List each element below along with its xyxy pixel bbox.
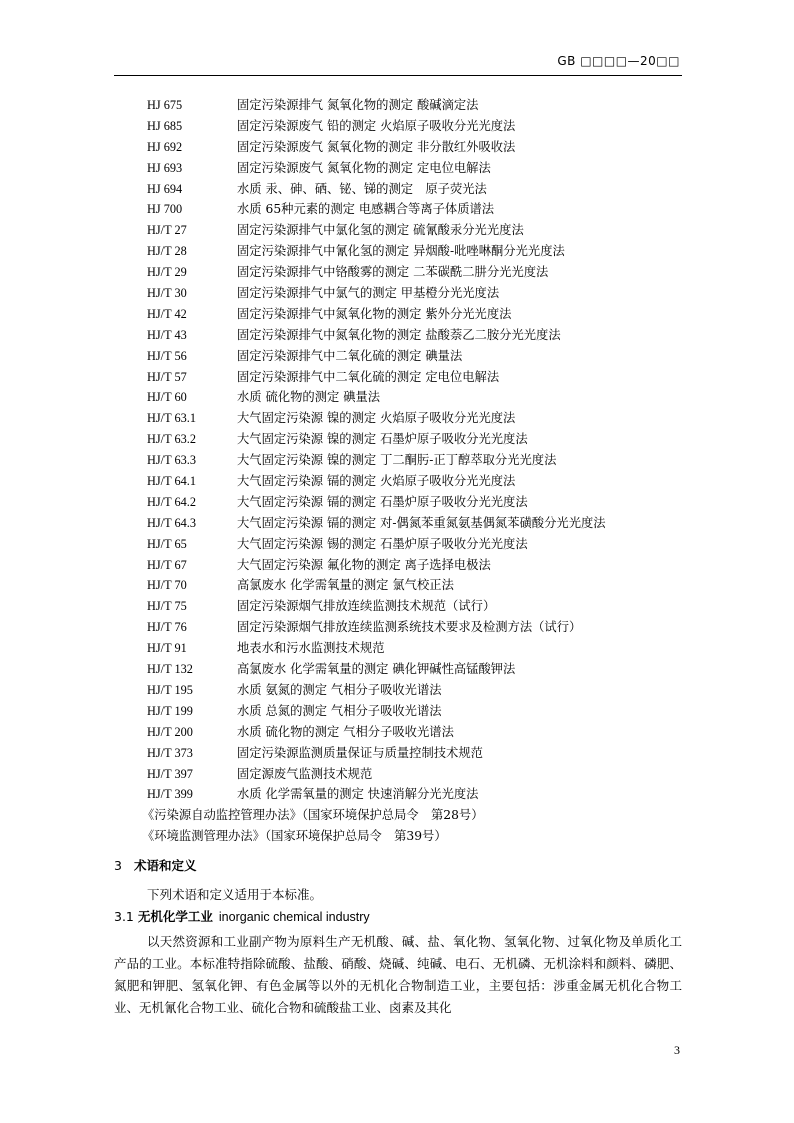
reference-title: 固定污染源排气中二氧化硫的测定 定电位电解法 <box>237 369 500 384</box>
reference-item <box>147 680 687 701</box>
reference-code: HJ 685 <box>147 118 183 133</box>
header-rule <box>114 75 682 76</box>
reference-title: 大气固定污染源 镉的测定 石墨炉原子吸收分光光度法 <box>237 494 528 509</box>
reference-title: 水质 氨氮的测定 气相分子吸收光谱法 <box>237 682 442 697</box>
reference-title: 固定污染源排气 氮氧化物的测定 酸碱滴定法 <box>237 98 479 112</box>
reference-item <box>147 471 687 492</box>
reference-item <box>147 304 687 325</box>
reference-code: HJ 675 <box>147 98 183 112</box>
reference-item <box>147 158 687 179</box>
reference-code: HJ/T 67 <box>147 557 187 572</box>
reference-title: 固定污染源排气中氮氧化物的测定 盐酸萘乙二胺分光光度法 <box>237 327 561 342</box>
reference-code: HJ/T 65 <box>147 536 187 551</box>
reference-title: 固定污染源排气中氮氧化物的测定 紫外分光光度法 <box>237 306 512 321</box>
reference-code: HJ/T 397 <box>147 766 193 781</box>
reference-code: HJ/T 64.3 <box>147 515 196 530</box>
reference-title: 固定污染源烟气排放连续监测技术规范（试行） <box>237 599 496 614</box>
reference-code: HJ/T 64.1 <box>147 474 196 489</box>
reference-item <box>147 262 687 283</box>
reference-title: 高氯废水 化学需氧量的测定 氯气校正法 <box>237 578 454 593</box>
reference-title: 水质 硫化物的测定 气相分子吸收光谱法 <box>237 724 454 739</box>
reference-title: 固定污染源排气中铬酸雾的测定 二苯碳酰二肼分光光度法 <box>237 265 549 280</box>
reference-title: 大气固定污染源 镍的测定 火焰原子吸收分光光度法 <box>237 411 516 426</box>
reference-code: HJ 693 <box>147 160 183 175</box>
reference-title: 固定污染源废气 氮氧化物的测定 定电位电解法 <box>237 160 491 175</box>
reference-item <box>147 513 687 534</box>
reference-item <box>147 764 687 785</box>
reference-code: HJ/T 70 <box>147 578 187 593</box>
reference-code: HJ/T 63.2 <box>147 432 196 447</box>
reference-item <box>147 387 687 408</box>
reference-code: HJ 700 <box>147 202 183 217</box>
reference-item <box>147 617 687 638</box>
reference-item <box>147 659 687 680</box>
reference-title: 水质 化学需氧量的测定 快速消解分光光度法 <box>237 787 479 802</box>
reference-item <box>147 575 687 596</box>
reference-code: HJ/T 56 <box>147 348 187 363</box>
term-heading <box>114 907 370 925</box>
reference-code: HJ/T 132 <box>147 662 193 677</box>
reference-title: 大气固定污染源 镍的测定 石墨炉原子吸收分光光度法 <box>237 432 528 447</box>
reference-title: 水质 硫化物的测定 碘量法 <box>237 390 381 405</box>
reference-code: HJ/T 42 <box>147 306 187 321</box>
reference-code: HJ/T 29 <box>147 265 187 280</box>
reference-item <box>147 346 687 367</box>
reference-title: 大气固定污染源 镍的测定 丁二酮肟-正丁醇萃取分光光度法 <box>237 453 557 468</box>
reference-code: HJ/T 64.2 <box>147 494 196 509</box>
reference-code: HJ/T 91 <box>147 641 187 656</box>
reference-title: 大气固定污染源 镉的测定 火焰原子吸收分光光度法 <box>237 474 516 489</box>
reference-title: 大气固定污染源 镉的测定 对-偶氮苯重氮氨基偶氮苯磺酸分光光度法 <box>237 515 606 530</box>
reference-code: HJ/T 57 <box>147 369 187 384</box>
reference-item <box>147 408 687 429</box>
reference-title: 水质 65种元素的测定 电感耦合等离子体质谱法 <box>237 202 495 217</box>
reference-title: 固定污染源烟气排放连续监测系统技术要求及检测方法（试行） <box>237 620 582 635</box>
reference-title: 固定污染源排气中氰化氢的测定 异烟酸-吡唑啉酮分光光度法 <box>237 244 565 259</box>
reference-title: 固定污染源废气 氮氧化物的测定 非分散红外吸收法 <box>237 139 516 154</box>
reference-title: 固定污染源排气中二氧化硫的测定 碘量法 <box>237 348 463 363</box>
reference-title: 固定源废气监测技术规范 <box>237 766 373 781</box>
reference-item <box>147 492 687 513</box>
term-number: 3.1 <box>114 909 134 924</box>
reference-title: 水质 汞、砷、硒、铋、锑的测定 原子荧光法 <box>237 181 487 196</box>
reference-item <box>147 95 687 116</box>
reference-item <box>147 137 687 158</box>
reference-title: 固定污染源监测质量保证与质量控制技术规范 <box>237 745 483 760</box>
reference-code: HJ 692 <box>147 139 183 154</box>
standard-code-header: GB □□□□—20□□ <box>557 54 680 68</box>
reference-item <box>147 116 687 137</box>
reference-code: HJ/T 195 <box>147 682 193 697</box>
reference-item <box>147 283 687 304</box>
reference-title: 大气固定污染源 锡的测定 石墨炉原子吸收分光光度法 <box>237 536 528 551</box>
reference-item <box>147 179 687 200</box>
reference-item <box>147 241 687 262</box>
reference-title: 固定污染源废气 铅的测定 火焰原子吸收分光光度法 <box>237 118 516 133</box>
page-number: 3 <box>674 1043 680 1057</box>
reference-title: 大气固定污染源 氟化物的测定 离子选择电极法 <box>237 557 491 572</box>
reference-item <box>147 743 687 764</box>
normative-references-list <box>142 95 687 847</box>
section-title: 术语和定义 <box>133 858 197 873</box>
reference-item <box>147 784 687 805</box>
reference-code: HJ/T 63.3 <box>147 453 196 468</box>
reference-title: 地表水和污水监测技术规范 <box>237 641 385 656</box>
reference-code: HJ/T 28 <box>147 244 187 259</box>
regulation-reference: 《污染源自动监控管理办法》（国家环境保护总局令 第28号） <box>142 808 484 823</box>
reference-code: HJ/T 60 <box>147 390 187 405</box>
reference-code: HJ/T 200 <box>147 724 193 739</box>
reference-code: HJ/T 75 <box>147 599 187 614</box>
reference-item <box>147 701 687 722</box>
reference-item <box>147 199 687 220</box>
reference-code: HJ/T 27 <box>147 223 187 238</box>
reference-item <box>147 555 687 576</box>
reference-code: HJ/T 43 <box>147 327 187 342</box>
reference-item <box>147 450 687 471</box>
reference-title: 水质 总氮的测定 气相分子吸收光谱法 <box>237 703 442 718</box>
reference-code: HJ/T 63.1 <box>147 411 196 426</box>
section-number: 3 <box>114 858 122 873</box>
reference-item <box>147 367 687 388</box>
regulation-reference: 《环境监测管理办法》（国家环境保护总局令 第39号） <box>142 829 447 844</box>
reference-item <box>147 429 687 450</box>
reference-item <box>147 722 687 743</box>
reference-title: 固定污染源排气中氯气的测定 甲基橙分光光度法 <box>237 286 500 301</box>
reference-item <box>147 534 687 555</box>
reference-title: 高氯废水 化学需氧量的测定 碘化钾碱性高锰酸钾法 <box>237 662 516 677</box>
reference-code: HJ/T 399 <box>147 787 193 802</box>
term-name-zh: 无机化学工业 <box>137 909 213 924</box>
intro-paragraph: 下列术语和定义适用于本标准。 <box>147 887 323 902</box>
reference-item <box>147 638 687 659</box>
reference-code: HJ/T 30 <box>147 286 187 301</box>
section-heading <box>114 856 196 874</box>
term-name-en: inorganic chemical industry <box>218 910 370 924</box>
reference-item <box>147 220 687 241</box>
reference-code: HJ/T 199 <box>147 703 193 718</box>
reference-item <box>147 325 687 346</box>
reference-code: HJ/T 76 <box>147 620 187 635</box>
reference-code: HJ 694 <box>147 181 183 196</box>
term-definition: 以天然资源和工业副产物为原料生产无机酸、碱、盐、氧化物、氢氧化物、过氧化物及单质化工产品的工业。本标准特指除硫酸、盐酸、硝酸、烧碱、纯碱、电石、无机磷、无机涂料和颜料、磷肥、氮肥和钾肥、氢氧化钾、有色金属等以外的无机化合物制造工业，主要包括：涉重金属无机化合物工业、无机氰化合物工业、硫化合物和硫酸盐工业、卤素及其化 <box>114 934 682 1015</box>
reference-code: HJ/T 373 <box>147 745 193 760</box>
reference-title: 固定污染源排气中氯化氢的测定 硫氰酸汞分光光度法 <box>237 223 524 238</box>
reference-item <box>147 596 687 617</box>
